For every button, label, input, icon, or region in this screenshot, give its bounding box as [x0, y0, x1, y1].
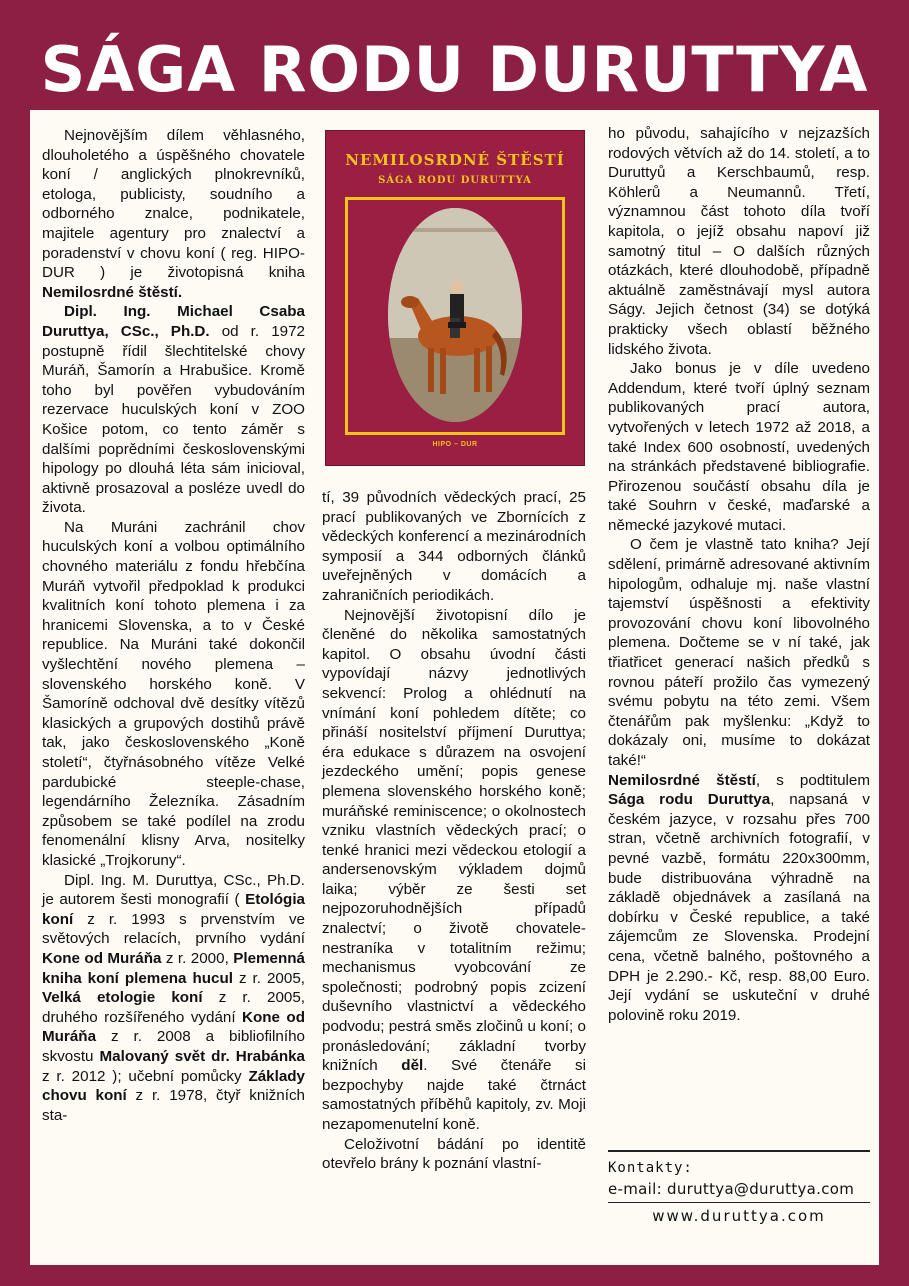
paragraph: Celoživotní bádání po identitě otevřelo brány k poznání vlastní- [322, 1135, 586, 1173]
column-3 [608, 124, 870, 1025]
book-cover [325, 130, 585, 466]
bold-text: Dipl. Ing. Michael Csaba Duruttya, CSc., Ph.D. [42, 303, 305, 340]
email-link[interactable]: e-mail: duruttya@duruttya.com [608, 1180, 855, 1198]
bold-text: Nemilosrdné štěstí. [42, 283, 183, 301]
paragraph: ho původu, sahajícího v nejzazších rodových větvích až do 14. století, a to Duruttyů a Kerschbaumů, resp. Köhlerů a Neumannů. Třetí, významnou část tohoto díla tvoří kapitola, o jejíž obsahu napoví již samotný titul – O dalších různých otázkách, které dlouhodobě, případně aktuálně zaměstnávají mysl autora Ságy. Jejich četnost (34) se dotýká prakticky všech oblastí běžného lidského života. [608, 125, 870, 358]
column-1 [42, 126, 305, 1125]
paragraph: tí, 39 původních vědeckých prací, 25 prací publikovaných ve Zbornících z vědeckých konferencí a mezinárodních symposií a 344 odborných článků uveřejněných v domácích a zahraničních periodikách. [322, 489, 586, 604]
book-title: NEMILOSRDNÉ ŠTĚSTÍ [345, 151, 565, 169]
contact-block [608, 1150, 870, 1225]
book-frame [345, 197, 565, 435]
paragraph: Dipl. Ing. M. Duruttya, CSc., Ph.D. je autorem šesti monografií ( Etológia koní z r. 1993 s prvenstvím ve světových relacích, prvního vydání Kone od Muráňa z r. 2000, Plemenná kniha koní plemena hucul z r. 2005, Velká etologie koní z r. 2005, druhého rozšířeného vydání Kone od Muráňa z r. 2008 a bibliofilního skvostu Malovaný svět dr. Hrabánka z r. 2012 ); učební pomůcky Základy chovu koní z r. 1978, čtyř knižních sta- [42, 871, 305, 1124]
paragraph: Jako bonus je v díle uvedeno Addendum, které tvoří úplný seznam publikovaných prací autora, vytvořených v letech 1972 až 2018, a také Index 600 osobností, uvedených na stránkách představené bibliografie. Přirozenou součástí obsahu díla je také Souhrn v české, maďarské a německé jazykové mutaci. [608, 360, 870, 534]
horse-photo [388, 208, 522, 422]
website-link[interactable]: www.duruttya.com [652, 1207, 826, 1225]
divider [608, 1202, 870, 1203]
book-subtitle: SÁGA RODU DURUTTYA [378, 175, 532, 186]
paragraph: Nejnovější životopisní dílo je členěné do několika samostatných kapitol. O obsahu úvodní části vypovídají názvy jednotlivých sekvencí: Prolog a ohlédnutí na vnímání koní pohledem dítěte; co přináší nositelství příjmení Duruttya; éra edukace s důrazem na osvojení jezdeckého umění; popis genese plemena slovenského horského koně; muráňské reminiscence; o okolnostech vzniku vlastních vědeckých prací; o tenké hranici mezi vědeckou etologií a andersenovským výkladem dojmů laika; výběr ze šesti set nejpozoruhodnějších případů znalectví; o životě chovatele-nestraníka v totalitním režimu; mechanismus vyobcování ze společnosti; podrobný popis zcizení duševního vlastnictví a vědeckého podvodu; pestrá směs zločinů u koní; o pronásledování; základní tvorby knižních děl. Své čtenáře si bezpochyby najde také čtrnáct samostatných příběhů kapitoly, zv. Moji nezapomenutelní koně. [322, 606, 586, 1133]
paragraph: Nemilosrdné štěstí, s podtitulem Sága rodu Duruttya, napsaná v českém jazyce, v rozsahu přes 700 stran, včetně archivních fotografií, v pevné vazbě, formátu 220x300mm, bude distribuována výhradně na základě objednávek a zasílaná na dobírku v České republice, a také zájemcům ze Slovenska. Prodejní cena, včetně balného, poštovného a DPH je 2.290.- Kč, resp. 88,00 Euro. Její vydání se uskuteční v druhé polovině roku 2019. [608, 771, 871, 1024]
paragraph: O čem je vlastně tato kniha? Její sdělení, primárně adresované aktivním hipologům, odhaluje mj. naše vlastní tajemství úspěšnosti a efektivity provozování chovu koní libovolného plemena. Dočteme se v ní také, jak třiatřicet generací našich předků s rovnou páteří prožilo čas vymezený svému pobytu na této zemi. Všem čtenářům pak myšlenku: „Když to dokázaly oni, musíme to dokázat také!“ [608, 536, 870, 769]
contact-label: Kontakty: [608, 1160, 693, 1176]
publisher-logo: HIPO – DUR [432, 441, 478, 448]
paragraph: Dipl. Ing. Michael Csaba Duruttya, CSc., Ph.D. od r. 1972 postupně řídil šlechtitelské chovy Muráň, Šamorín a Hrabušice. Kromě toho byl pověřen vybudováním rezervace huculských koní v ZOO Košice potom, co tento záměr s dalšími poprědními československými hipology po dlouhá léta sám inicioval, aktivně prosazoval a posléze uvedl do života. [42, 303, 305, 517]
page-title: SÁGA RODU DURUTTYA [40, 33, 869, 106]
content-panel [30, 110, 879, 1265]
horse-rider-icon [388, 208, 522, 422]
column-2 [322, 488, 586, 1174]
paragraph: Nejnovějším dílem věhlasného, dlouholetého a úspěšného chovatele koní / anglických plnokrevníků, etologa, publicisty, soudního a odborného znalce, podnikatele, majitele agentury pro znalectví a poradenství v chovu koní ( reg. HIPO-DUR ) je životopisná kniha Nemilosrdné štěstí. [42, 127, 305, 301]
paragraph: Na Muráni zachránil chov huculských koní a volbou optimálního chovného materiálu z fondu hřebčína Muráň vytvořil předpoklad k produkci kvalitních koní tohoto plemena i za hranicemi Slovenska, a to v České republice. Na Muráni také dokončil vyšlechtění nového plemena – slovenského horského koně. V Šamoríně odchoval dvě desítky vítězů klasických a grupových dostihů právě tak, jako československého „Koně století“, čtyřnásobného vítěze Velké pardubické steeple-chase, legendárního Železníka. Zásadním způsobem se také podílel na zrodu fenomenální klisny Arva, nositelky klasické „Trojkoruny“. [42, 518, 305, 869]
